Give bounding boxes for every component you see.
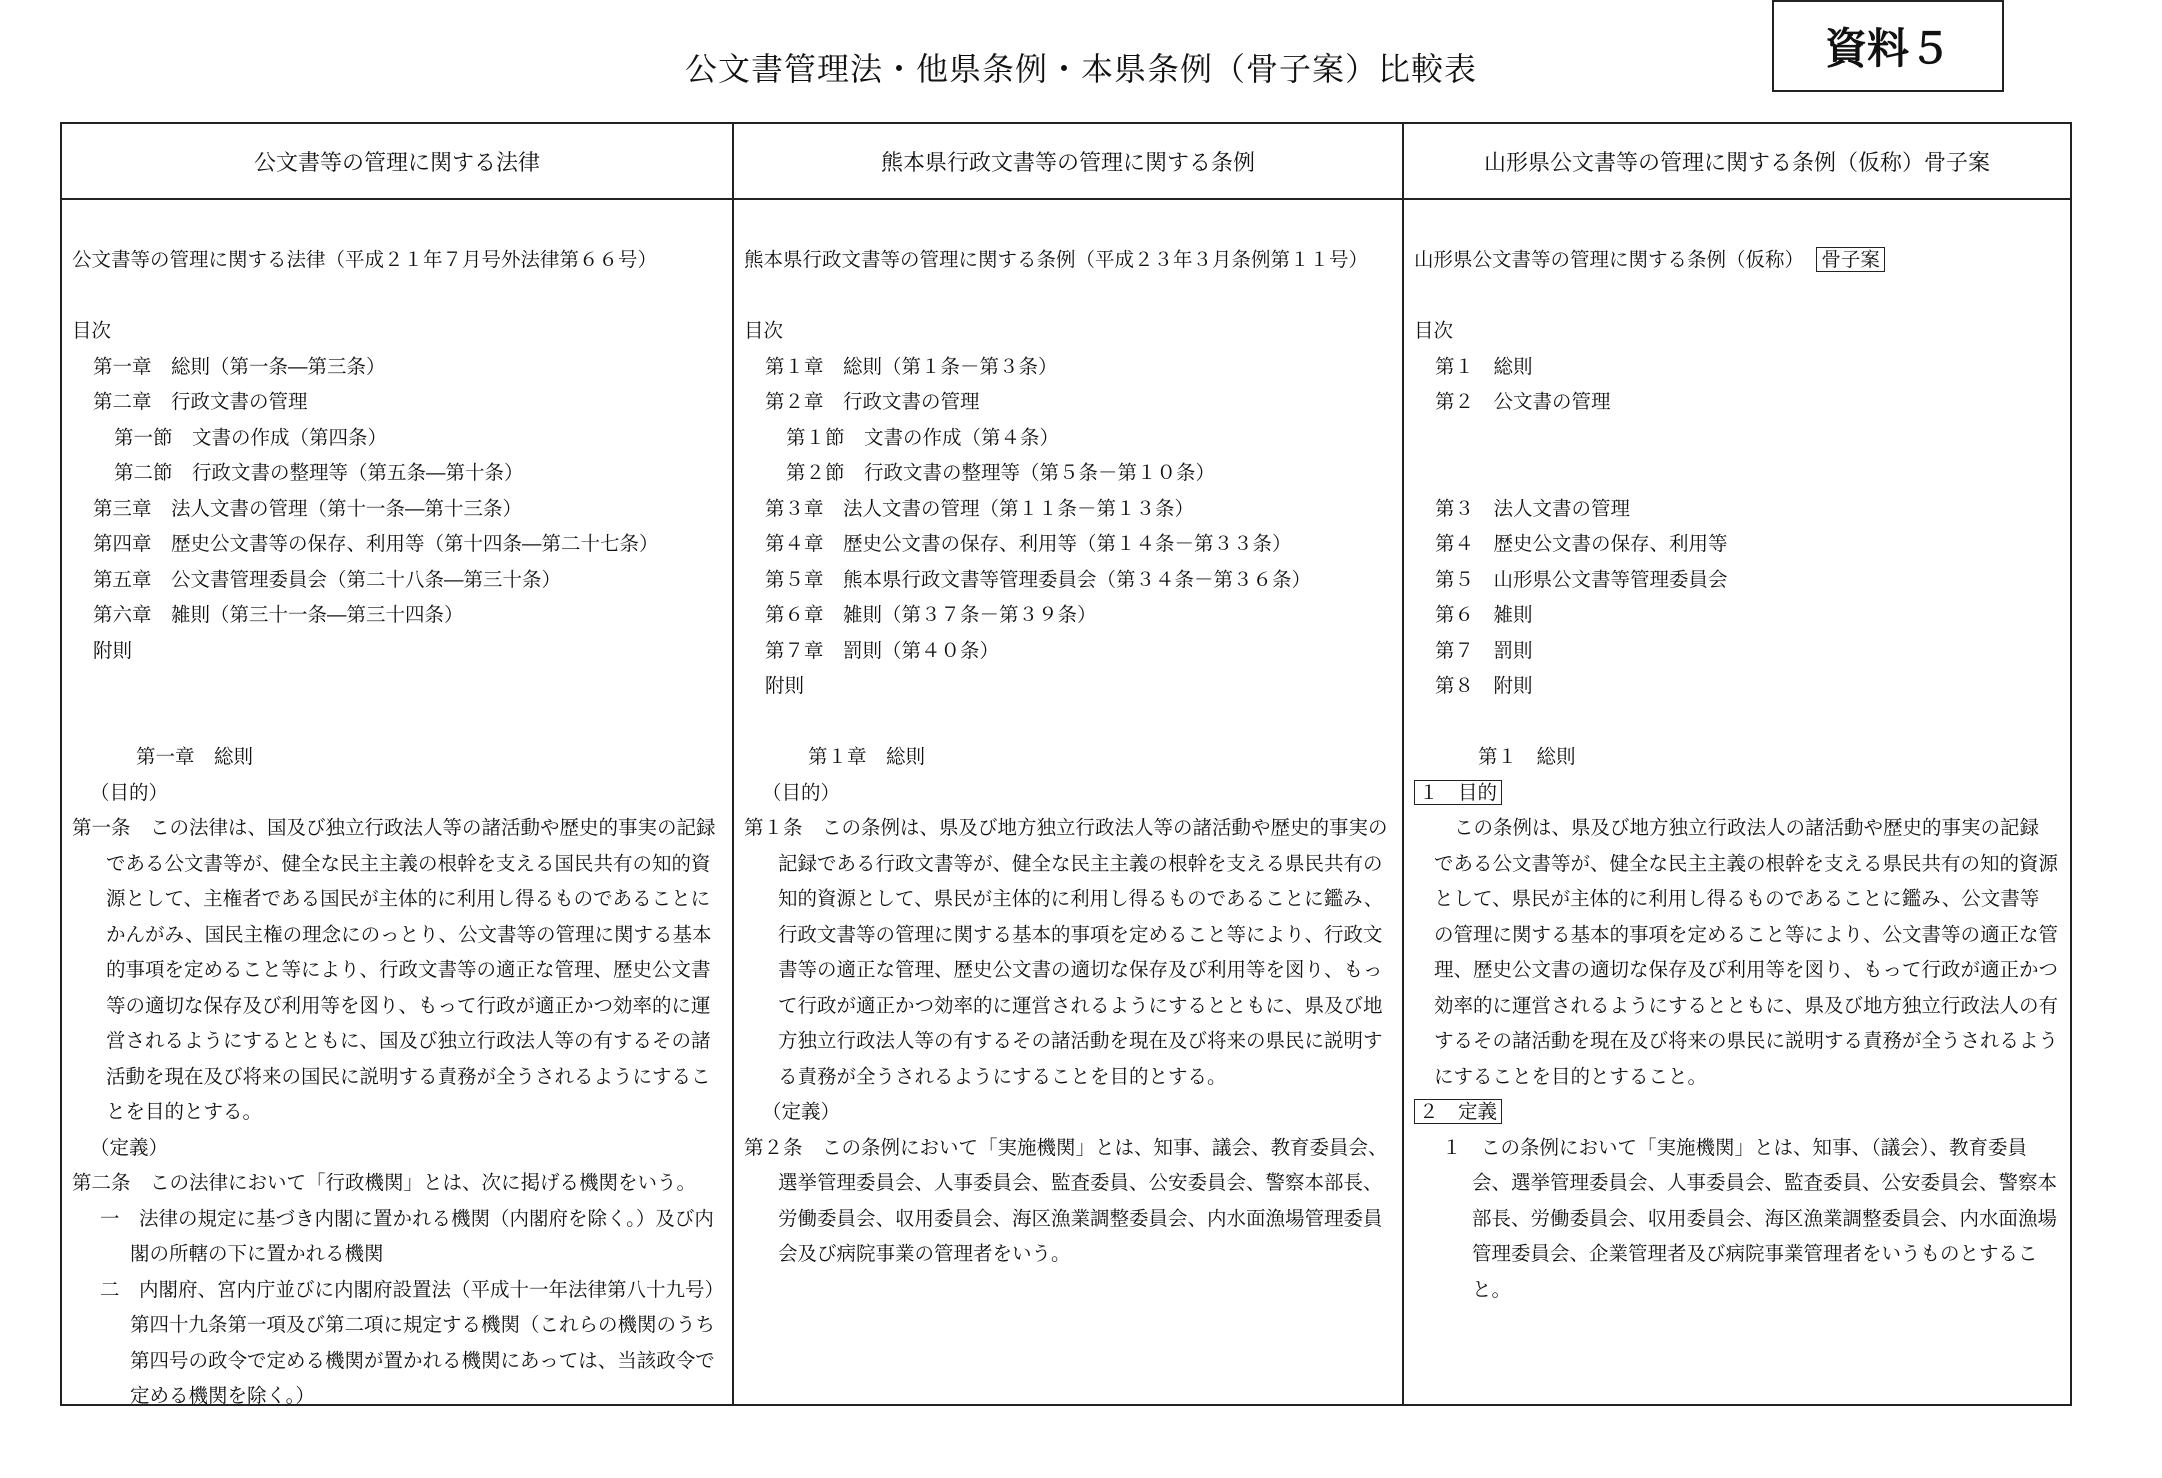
toc-item: 第２ 公文書の管理 [1435,390,1611,413]
toc-item: 第２章 行政文書の管理 [765,390,980,413]
toc-item: 第二節 行政文書の整理等（第五条―第十条） [114,461,524,484]
chapter-heading: 第１章 総則 [808,745,926,768]
header-yamagata-draft: 山形県公文書等の管理に関する条例（仮称）骨子案 [1404,124,2070,200]
toc-item: 第四章 歴史公文書等の保存、利用等（第十四条―第二十七条） [93,532,659,555]
toc-item: 第５ 山形県公文書等管理委員会 [1435,567,1728,591]
column-kumamoto [734,200,1404,1404]
law-title-line [1414,242,2058,278]
toc-item: 第五章 公文書管理委員会（第二十八条―第三十条） [93,567,562,591]
header-kumamoto-ordinance: 熊本県行政文書等の管理に関する条例 [734,124,1404,200]
article-1: 第１条 この条例は、県及び地方独立行政法人等の諸活動や歴史的事実の記録である行政文書等が、健全な民主主義の根幹を支える県民共有の知的資源として、県民が主体的に利用し得るものであることに鑑み、行政文書等の管理に関する基本的事項を定めること等により、行政文書等の適正な管理、歴史公文書の適切な保存及び利用等を図り、もって行政が適正かつ効率的に運営されるようにするとともに、県及び地方独立行政法人等の有するその諸活動を現在及び将来の県民に説明する責務が全うされるようにすることを目的とする。 [744,816,1388,1088]
definition-label: （定義） [762,1100,841,1123]
toc-label: 目次 [72,319,112,342]
toc-item: 附則 [765,674,805,697]
column-national-law [62,200,734,1407]
page-title: 公文書管理法・他県条例・本県条例（骨子案）比較表 [684,50,1477,88]
toc-item: 第一節 文書の作成（第四条） [114,425,388,449]
chapter-heading: 第１ 総則 [1478,745,1576,768]
definition-label-line [1414,1094,2058,1130]
law-title: 熊本県行政文書等の管理に関する条例（平成２３年３月条例第１１号） [744,248,1369,271]
definition-label: ２ 定義 [1414,1099,1502,1124]
article-1: 第一条 この法律は、国及び独立行政法人等の諸活動や歴史的事実の記録である公文書等が、健全な民主主義の根幹を支える国民共有の知的資源として、主権者である国民が主体的に利用し得るものであることにかんがみ、国民主権の理念にのっとり、公文書等の管理に関する基本的事項を定めること等により、行政文書等の適正な管理、歴史公文書等の適切な保存及び利用等を図り、もって行政が適正かつ効率的に運営されるようにするとともに、国及び独立行政法人等の有するその諸活動を現在及び将来の国民に説明する責務が全うされるようにすることを目的とする。 [72,816,716,1123]
article-2-item-1: 一 法律の規定に基づき内閣に置かれる機関（内閣府を除く。）及び内閣の所轄の下に置かれる機関 [100,1206,714,1265]
toc-item: 第８ 附則 [1435,674,1533,697]
toc-item: 第３章 法人文書の管理（第１１条－第１３条） [765,496,1195,520]
toc-item: 第２節 行政文書の整理等（第５条－第１０条） [786,461,1216,484]
toc-item: 第４章 歴史公文書の保存、利用等（第１４条－第３３条） [765,532,1292,555]
toc-item: 第一章 総則（第一条―第三条） [93,354,386,378]
toc-item: 附則 [93,638,133,662]
toc-label: 目次 [744,319,784,342]
definition-label: （定義） [90,1135,169,1159]
article-2: 第２条 この条例において「実施機関」とは、知事、議会、教育委員会、選挙管理委員会、人事委員会、監査委員、公安委員会、警察本部長、労働委員会、収用委員会、海区漁業調整委員会、内水面漁場管理委員会及び病院事業の管理者をいう。 [744,1135,1388,1265]
document-badge: 資料５ [1772,0,2004,92]
law-title: 山形県公文書等の管理に関する条例（仮称） [1414,248,1805,271]
purpose-label: １ 目的 [1414,780,1502,805]
toc-item: 第３ 法人文書の管理 [1435,496,1631,520]
toc-item: 第二章 行政文書の管理 [93,390,308,413]
article-2-item-2: 二 内閣府、宮内庁並びに内閣府設置法（平成十一年法律第八十九号）第四十九条第一項及び第二項に規定する機関（これらの機関のうち第四号の政令で定める機関が置かれる機関にあっては、当該政令で定める機関を除く。） [100,1277,716,1407]
purpose-label-line [1414,775,2058,811]
toc-item: 第７章 罰則（第４０条） [765,638,1000,662]
law-title: 公文書等の管理に関する法律（平成２１年７月号外法律第６６号） [72,248,658,271]
article-1: この条例は、県及び地方独立行政法人の諸活動や歴史的事実の記録である公文書等が、健全な民主主義の根幹を支える県民共有の知的資源として、県民が主体的に利用し得るものであることに鑑み、公文書等の管理に関する基本的事項を定めること等により、公文書等の適正な管理、歴史公文書の適切な保存及び利用等を図り、もって行政が適正かつ効率的に運営されるようにするとともに、県及び地方独立行政法人の有するその諸活動を現在及び将来の県民に説明する責務が全うされるようにすることを目的とすること。 [1434,816,2059,1088]
header-national-law: 公文書等の管理に関する法律 [62,124,734,200]
toc-label: 目次 [1414,319,1454,342]
column-yamagata [1404,200,2070,1404]
toc-item: 第６章 雑則（第３７条－第３９条） [765,603,1097,626]
toc-item: 第１ 総則 [1435,354,1533,378]
toc-item: 第７ 罰則 [1435,638,1533,662]
draft-tag: 骨子案 [1816,247,1885,272]
article-2: 第二条 この法律において「行政機関」とは、次に掲げる機関をいう。 [72,1171,697,1194]
comparison-table [60,122,2072,1406]
definition-item-1: １ この条例において「実施機関」とは、知事、（議会）、教育委員会、選挙管理委員会、人事委員会、監査委員、公安委員会、警察本部長、労働委員会、収用委員会、海区漁業調整委員会、内水面漁場管理委員会、企業管理者及び病院事業管理者をいうものとすること。 [1442,1135,2058,1301]
toc-item: 第４ 歴史公文書の保存、利用等 [1435,532,1728,555]
toc-item: 第三章 法人文書の管理（第十一条―第十三条） [93,496,523,520]
toc-item: 第六章 雑則（第三十一条―第三十四条） [93,603,464,626]
toc-item: 第１章 総則（第１条－第３条） [765,354,1058,378]
toc-item: 第６ 雑則 [1435,603,1533,626]
toc-item: 第５章 熊本県行政文書等管理委員会（第３４条－第３６条） [765,567,1312,591]
purpose-label: （目的） [90,780,169,804]
toc-item: 第１節 文書の作成（第４条） [786,425,1060,449]
chapter-heading: 第一章 総則 [136,745,254,768]
purpose-label: （目的） [762,780,841,804]
